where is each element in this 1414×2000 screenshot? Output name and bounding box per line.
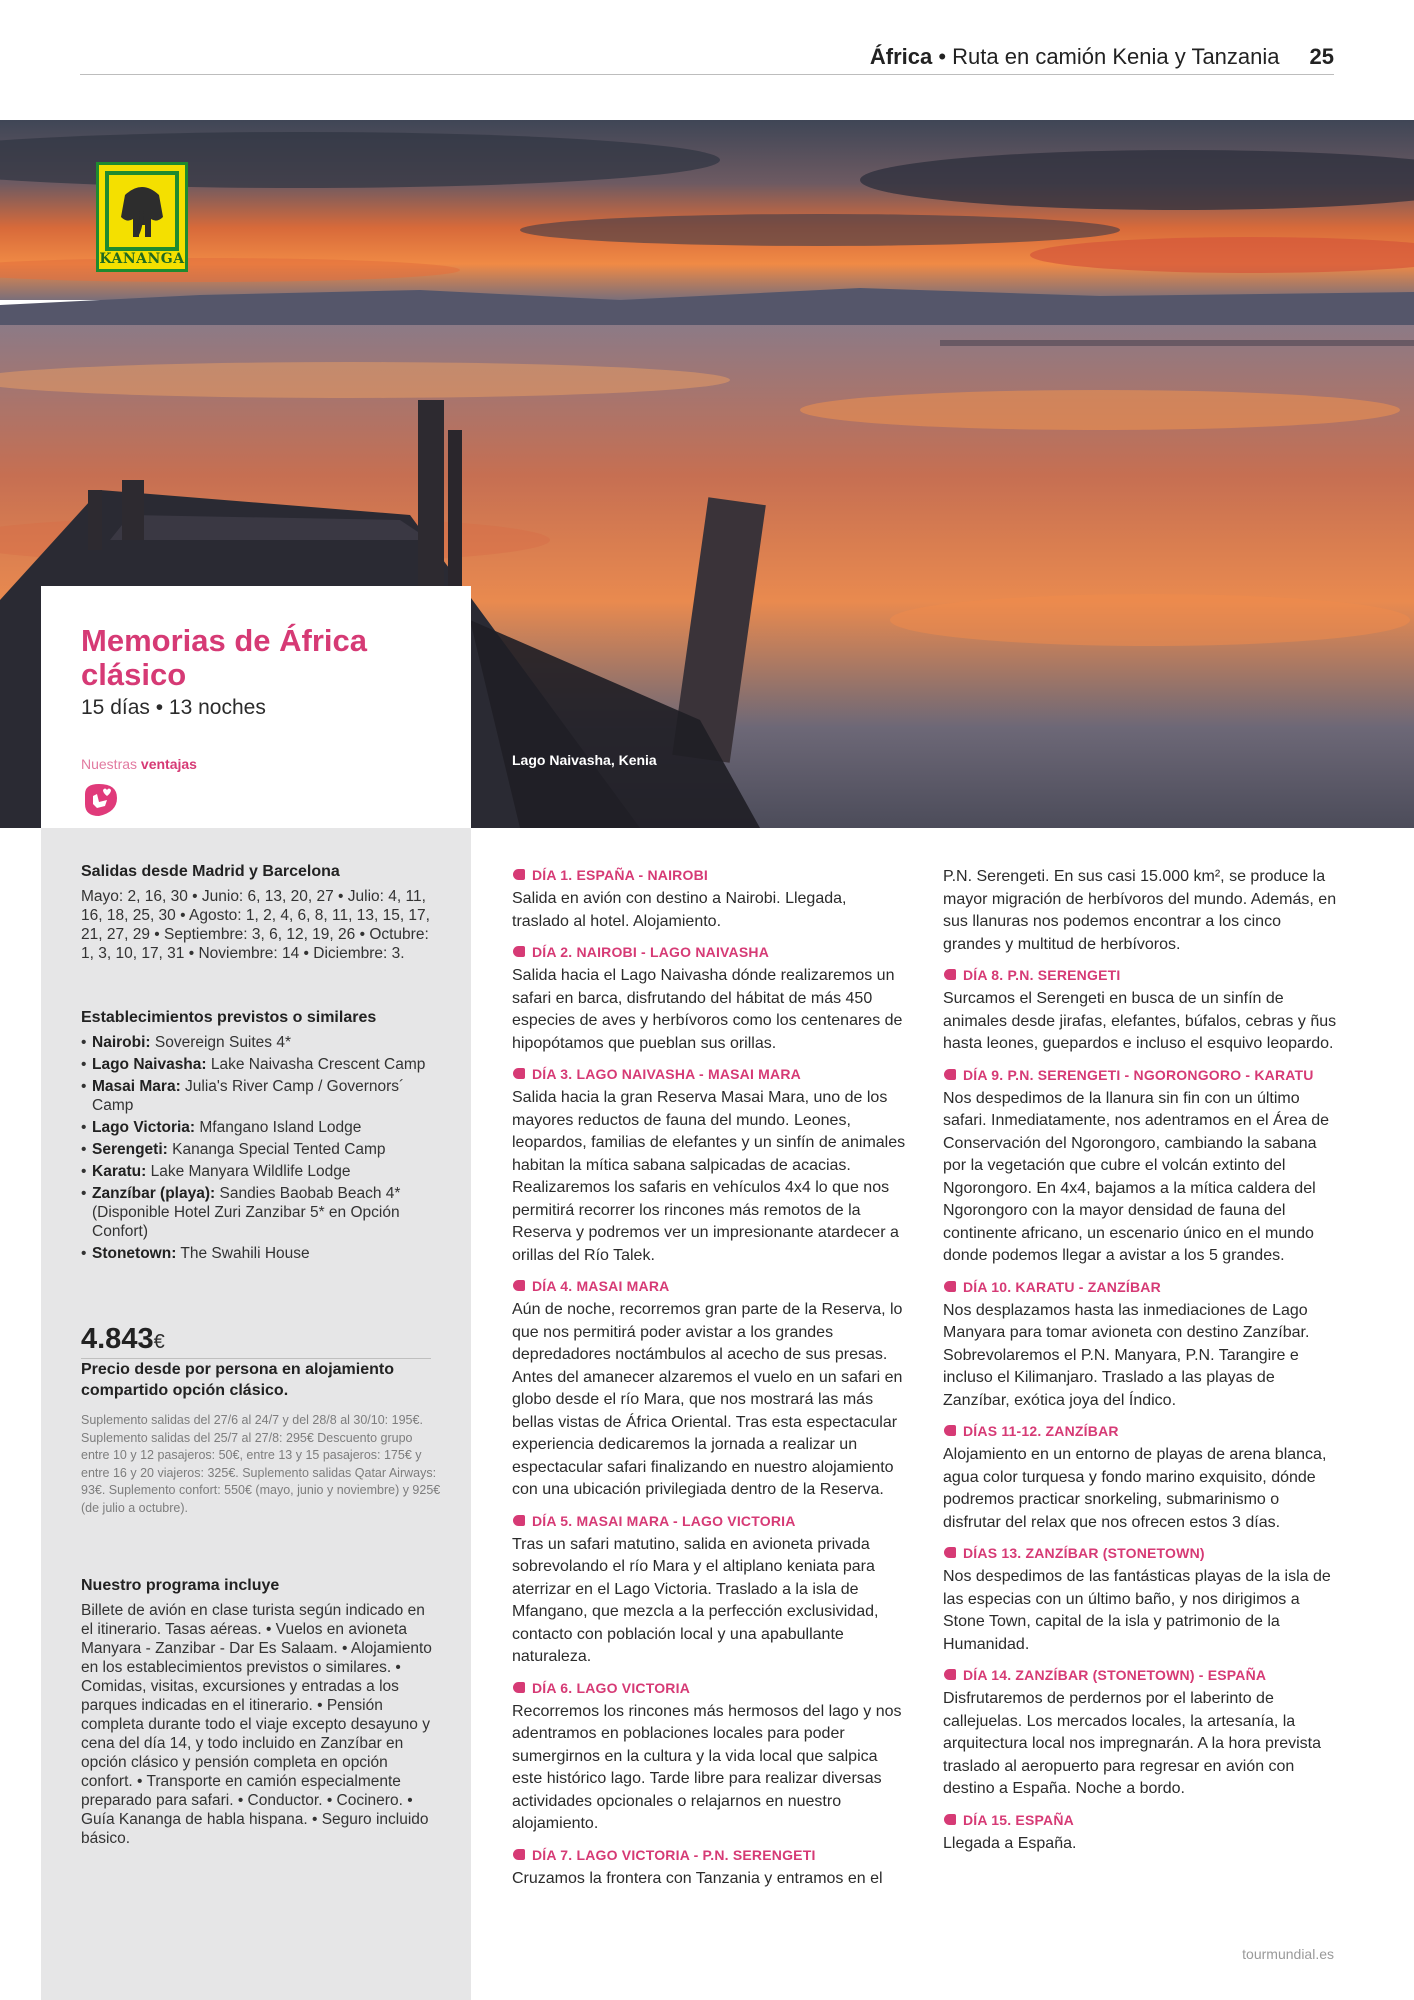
itinerary-day (943, 1066, 1337, 1268)
hotel-name: Kananga Special Tented Camp (172, 1141, 386, 1158)
itinerary-day (943, 1666, 1337, 1801)
hotel-place: Zanzíbar (playa): (92, 1185, 216, 1202)
day-title: DÍA 4. MASAI MARA (512, 1277, 906, 1295)
day-text: Nos desplazamos hasta las inmediaciones de Lago Manyara para tomar avioneta con destino Zanzíbar. Sobrevolaremos el P.N. Manyara, P.N. Tarangire e incluso el Kilimanjaro. Traslado a las playas de Zanzíbar, exótica joya del Índico. (943, 1301, 1310, 1409)
day-title: DÍAS 11-12. ZANZÍBAR (943, 1422, 1337, 1440)
price-supplements: Suplemento salidas del 27/6 al 24/7 y del 28/8 al 30/10: 195€. Suplemento salidas del 25/7 al 27/8: 295€ Descuento grupo entre 10 y 12 pasajeros: 50€, entre 13 y 15 pasajeros: 175€ y entre 16 y 20 viajeros: 325€. Suplemento salidas Qatar Airways: 93€. Suplemento confort: 550€ (mayo, junio y noviembre) y 925€ (de julio a octubre). (81, 1413, 441, 1515)
page-number: 25 (1309, 44, 1334, 69)
itinerary-day (943, 1544, 1337, 1656)
ventajas-label (81, 756, 197, 772)
hotel-name: Julia's River Camp / Governors´ Camp (92, 1078, 405, 1114)
day-title: DÍA 10. KARATU - ZANZÍBAR (943, 1278, 1337, 1296)
day-text: Nos despedimos de la llanura sin fin con un último safari. Inmediatamente, nos adentramos en el Área de Conservación del Ngorongoro, cambiando la sabana por la vegetación que cubre el volcán extinto del Ngorongoro. En 4x4, bajamos a la mítica caldera del Ngorongoro con la mayor densidad de fauna del continente africano, un escenario único en el mundo donde podemos llegar a avistar a los 5 grandes. (943, 1089, 1329, 1264)
hotel-item (81, 1140, 441, 1159)
hotel-item (81, 1118, 441, 1137)
header-route: Ruta en camión Kenia y Tanzania (952, 44, 1280, 69)
trip-title: Memorias de África clásico (81, 623, 367, 692)
includes-heading: Nuestro programa incluye (81, 1577, 280, 1594)
day-title: DÍA 9. P.N. SERENGETI - NGORONGORO - KARATU (943, 1066, 1337, 1084)
itinerary-day (512, 1277, 906, 1502)
itinerary-day (512, 943, 906, 1055)
hotel-name: Lake Naivasha Crescent Camp (210, 1056, 426, 1073)
ventajas-prefix: Nuestras (81, 756, 138, 772)
itinerary-right-column (943, 866, 1337, 1865)
hotel-name: Sandies Baobab Beach 4* (Disponible Hotel Zuri Zanzibar 5* en Opción Confort) (92, 1185, 401, 1240)
itinerary (512, 866, 1337, 1926)
hand-heart-icon (81, 782, 121, 818)
itinerary-day (512, 1679, 906, 1836)
kananga-logo (96, 162, 188, 272)
itinerary-day (943, 966, 1337, 1056)
hotel-place: Serengeti: (92, 1141, 168, 1158)
hotels-list (81, 1033, 441, 1263)
day-text: Cruzamos la frontera con Tanzania y entramos en el (512, 1869, 883, 1887)
trip-sidebar (41, 586, 471, 2000)
itinerary-day (943, 1278, 1337, 1413)
hotel-item (81, 1055, 441, 1074)
hotels-section (81, 1008, 441, 1266)
day-text: Llegada a España. (943, 1834, 1077, 1852)
includes-section (81, 1576, 441, 1848)
hotel-item (81, 1162, 441, 1181)
ventajas-strong: ventajas (140, 756, 197, 772)
day-text: Recorremos los rincones más hermosos del lago y nos adentramos en poblaciones locales para poder sumergirnos en la cultura y la vida local que salpica este histórico lago. Tarde libre para realizar diversas actividades opcionales o relajarnos en nuestro alojamiento. (512, 1702, 902, 1832)
itinerary-day-continued (943, 866, 1337, 956)
day-title: DÍA 14. ZANZÍBAR (STONETOWN) - ESPAÑA (943, 1666, 1337, 1684)
hotel-place: Karatu: (92, 1163, 147, 1180)
footer-url[interactable]: tourmundial.es (1242, 1946, 1334, 1962)
day-title: DÍA 3. LAGO NAIVASHA - MASAI MARA (512, 1065, 906, 1083)
day-text: Salida hacia el Lago Naivasha dónde realizaremos un safari en barca, disfrutando del hábitat de más 450 especies de aves y herbívoros como los centenares de hipopótamos que pueblan sus orillas. (512, 967, 903, 1052)
itinerary-left-column (512, 866, 906, 1900)
itinerary-day (943, 1422, 1337, 1534)
hotel-name: The Swahili House (180, 1245, 310, 1262)
header-text (870, 44, 1334, 70)
day-text: Nos despedimos de las fantásticas playas de la isla de las especias con un último baño, y nos dirigimos a Stone Town, capital de la isla y patrimonio de la Humanidad. (943, 1568, 1331, 1653)
includes-text: Billete de avión en clase turista según indicado en el itinerario. Tasas aéreas. • Vuelos en avioneta Manyara - Zanzibar - Dar Es Salaam. • Alojamiento en los establecimientos previstos o similares. • Comidas, visitas, excursiones y entradas a los parques indicadas en el itinerario. • Pensión completa durante todo el viaje excepto desayuno y cena del día 14, y todo incluido en Zanzíbar en opción clásico y pensión completa en opción confort. • Transporte en camión especialmente preparado para safari. • Conductor. • Cocinero. • Guía Kananga de habla hispana. • Seguro incluido básico. (81, 1602, 432, 1847)
day-title: DÍA 15. ESPAÑA (943, 1811, 1337, 1829)
elephant-icon (105, 171, 179, 251)
price-currency: € (153, 1331, 165, 1353)
departures-section (81, 862, 441, 963)
hotel-item (81, 1077, 441, 1115)
sidebar-title-panel (41, 586, 471, 828)
day-title: DÍA 5. MASAI MARA - LAGO VICTORIA (512, 1512, 906, 1530)
header-region: África (869, 44, 933, 69)
hotel-place: Masai Mara: (92, 1078, 181, 1095)
day-title: DÍA 2. NAIROBI - LAGO NAIVASHA (512, 943, 906, 961)
day-title: DÍA 8. P.N. SERENGETI (943, 966, 1337, 984)
hotels-heading: Establecimientos previstos o similares (81, 1009, 377, 1026)
day-text: Tras un safari matutino, salida en avioneta privada sobrevolando el río Mara y el altiplano keniata para aterrizar en el Lago Victoria. Traslado a la isla de Mfangano, que mezcla a la perfección exclusividad, contacto con población local y una apabullante naturaleza. (512, 1535, 879, 1665)
day-title: DÍA 7. LAGO VICTORIA - P.N. SERENGETI (512, 1846, 906, 1864)
day-text: Alojamiento en un entorno de playas de arena blanca, agua color turquesa y fondo marino exquisito, dónde podremos practicar snorkeling, submarinismo o disfrutar del relax que nos ofrecen estos 3 días. (943, 1446, 1327, 1531)
departures-dates: Mayo: 2, 16, 30 • Junio: 6, 13, 20, 27 • Julio: 4, 11, 16, 18, 25, 30 • Agosto: 1, 2, 4, 6, 8, 11, 13, 15, 17, 21, 27, 29 • Septiembre: 3, 6, 12, 19, 26 • Octubre: 1, 3, 10, 17, 31 • Noviembre: 14 • Diciembre: 3. (81, 888, 430, 962)
hotel-place: Lago Victoria: (92, 1119, 196, 1136)
hotel-place: Nairobi: (92, 1034, 151, 1051)
itinerary-day (512, 866, 906, 933)
hotel-name: Mfangano Island Lodge (199, 1119, 362, 1136)
hotel-name: Lake Manyara Wildlife Lodge (150, 1163, 351, 1180)
hotel-item (81, 1033, 441, 1052)
price-value: 4.843 (81, 1323, 154, 1355)
hotel-item (81, 1244, 441, 1263)
logo-text: KANANGA (99, 251, 185, 267)
itinerary-day (512, 1846, 906, 1891)
price-row (81, 1323, 431, 1359)
day-text: Salida en avión con destino a Nairobi. Llegada, traslado al hotel. Alojamiento. (512, 890, 847, 930)
departures-heading: Salidas desde Madrid y Barcelona (81, 863, 340, 880)
day-text: Aún de noche, recorremos gran parte de la Reserva, lo que nos permitirá poder avistar a los grandes depredadores noctámbulos al acecho de sus presas. Antes del amanecer alzaremos el vuelo en un safari en globo desde el río Mara, que nos mostrará las más bellas vistas de África Oriental. Tras esta espectacular experiencia dedicaremos la jornada a realizar un espectacular safari finalizando en nuestro alojamiento con una ubicación privilegiada dentro de la Reserva. (512, 1301, 903, 1498)
itinerary-day (943, 1811, 1337, 1856)
page-header (80, 40, 1334, 75)
itinerary-day (512, 1065, 906, 1267)
hotel-place: Stonetown: (92, 1245, 177, 1262)
price-note: Precio desde por persona en alojamiento compartido opción clásico. (81, 1361, 394, 1399)
image-caption: Lago Naivasha, Kenia (512, 752, 657, 768)
day-text: Salida hacia la gran Reserva Masai Mara, uno de los mayores reductos de fauna del mundo. Leones, leopardos, familias de elefantes y un sinfín de animales habitan la mítica sabana salpicadas de acacias. Realizaremos los safaris en vehículos 4x4 lo que nos permitirá recorrer los rincones más remotos de la Reserva y podremos ver un impresionante atardecer a orillas del Río Talek. (512, 1089, 906, 1264)
itinerary-day (512, 1512, 906, 1669)
day-text: Disfrutaremos de perdernos por el laberinto de callejuelas. Los mercados locales, la artesanía, la arquitectura local nos impregnarán. A la hora prevista traslado al aeropuerto para regresar en avión con destino a España. Noche a bordo. (943, 1690, 1321, 1797)
hotel-place: Lago Naivasha: (92, 1056, 207, 1073)
day-title: DÍA 1. ESPAÑA - NAIROBI (512, 866, 906, 884)
day-title: DÍAS 13. ZANZÍBAR (STONETOWN) (943, 1544, 1337, 1562)
hotel-name: Sovereign Suites 4* (154, 1034, 292, 1051)
header-separator: • (932, 44, 953, 69)
day-title: DÍA 6. LAGO VICTORIA (512, 1679, 906, 1697)
day-text: Surcamos el Serengeti en busca de un sinfín de animales desde jirafas, elefantes, búfalos, cebras y ñus hasta leones, guepardos e incluso el esquivo leopardo. (943, 990, 1337, 1052)
hotel-item (81, 1184, 441, 1241)
day-text: P.N. Serengeti. En sus casi 15.000 km², se produce la mayor migración de herbívoros del mundo. Además, en sus llanuras nos podemos encontrar a los cinco grandes y multitud de herbívoros. (943, 868, 1337, 953)
trip-duration: 15 días • 13 noches (81, 696, 266, 719)
